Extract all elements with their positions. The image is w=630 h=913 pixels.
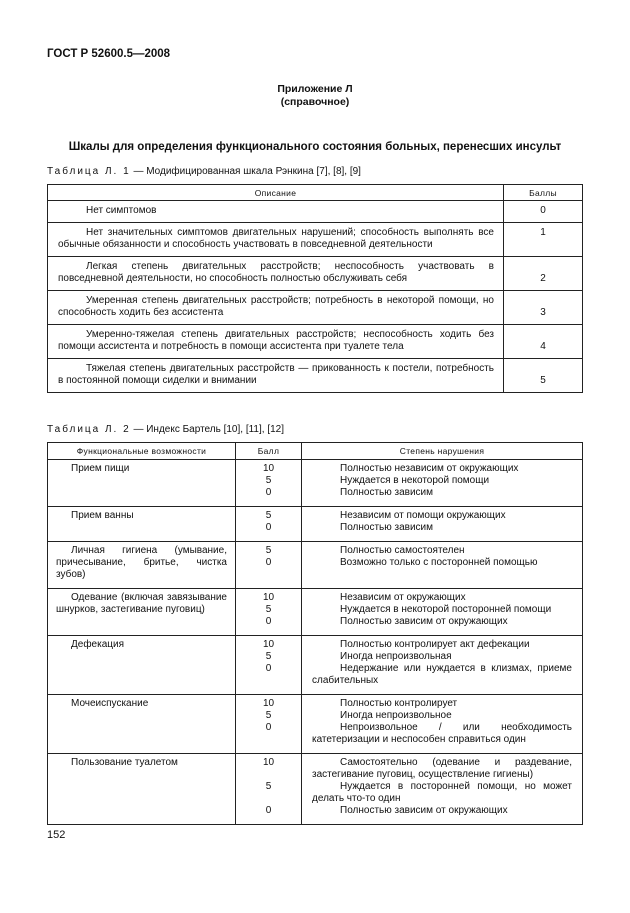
table-row [48, 201, 583, 223]
table-row [48, 359, 583, 393]
column-header-description: Описание [48, 185, 504, 201]
score-cell: 10 5 0 [236, 636, 302, 695]
row-score: 1 [504, 223, 583, 257]
document-standard-header: ГОСТ Р 52600.5—2008 [47, 48, 171, 60]
row-score: 0 [504, 201, 583, 223]
appendix-title: Приложение Л [277, 83, 353, 95]
function-cell: Одевание (включая завязывание шнурков, застегивание пуговиц) [48, 589, 236, 636]
impairment-cell: Независим от окружающих Нуждается в некоторой посторонней помощи Полностью зависим от окружающих [302, 589, 583, 636]
function-cell: Пользование туалетом [48, 754, 236, 825]
table-header-row [48, 185, 583, 201]
row-description: Легкая степень двигательных расстройств; неспособность участвовать в повседневной деятельности, но способность полностью обслуживать себя [48, 257, 504, 291]
impairment-cell: Самостоятельно (одевание и раздевание, застегивание пуговиц, осуществление гигиены) Нуждается в посторонней помощи, но может делать что-то один Полностью зависим от окружающих [302, 754, 583, 825]
column-header-score: Балл [236, 443, 302, 460]
table1-caption-label: Таблица Л. 1 [47, 166, 131, 177]
row-score: 5 [504, 359, 583, 393]
column-header-impairment: Степень нарушения [302, 443, 583, 460]
appendix-type: (справочное) [280, 96, 350, 108]
table-row [48, 695, 583, 754]
rankin-scale-table [47, 184, 583, 393]
table2-caption-text: — Индекс Бартель [10], [11], [12] [130, 424, 284, 435]
table1-caption [47, 166, 361, 177]
score-cell: 10 5 0 [236, 695, 302, 754]
table-row [48, 460, 583, 507]
table-row [48, 325, 583, 359]
table-row [48, 542, 583, 589]
function-cell: Мочеиспускание [48, 695, 236, 754]
function-cell: Дефекация [48, 636, 236, 695]
score-cell: 5 0 [236, 542, 302, 589]
column-header-function: Функциональные возможности [48, 443, 236, 460]
row-description: Тяжелая степень двигательных расстройств — прикованность к постели, потребность в постоянной помощи сиделки и внимании [48, 359, 504, 393]
table2-caption [47, 424, 284, 435]
table-row [48, 223, 583, 257]
table-row [48, 291, 583, 325]
function-cell: Прием ванны [48, 507, 236, 542]
table-row [48, 754, 583, 825]
table2-caption-label: Таблица Л. 2 [47, 424, 131, 435]
table-header-row [48, 443, 583, 460]
impairment-cell: Полностью контролирует акт дефекации Иногда непроизвольная Недержание или нуждается в клизмах, приеме слабительных [302, 636, 583, 695]
impairment-cell: Независим от помощи окружающих Полностью зависим [302, 507, 583, 542]
barthel-index-table [47, 442, 583, 825]
score-cell: 10 5 0 [236, 589, 302, 636]
table1-caption-text: — Модифицированная шкала Рэнкина [7], [8], [9] [130, 166, 361, 177]
score-cell: 5 0 [236, 507, 302, 542]
table-row [48, 636, 583, 695]
table-row [48, 589, 583, 636]
score-cell: 10 5 0 [236, 460, 302, 507]
page-number: 152 [47, 829, 66, 841]
page-title: Шкалы для определения функционального состояния больных, перенесших инсульт [68, 141, 562, 153]
row-description: Нет значительных симптомов двигательных нарушений; способность выполнять все обычные обязанности и способность участвовать в повседневной деятельности [48, 223, 504, 257]
row-score: 3 [504, 291, 583, 325]
impairment-cell: Полностью независим от окружающих Нуждается в некоторой помощи Полностью зависим [302, 460, 583, 507]
row-description: Умеренно-тяжелая степень двигательных расстройств; неспособность ходить без помощи ассистента и потребность в помощи ассистента при туалете тела [48, 325, 504, 359]
table-row [48, 257, 583, 291]
column-header-score: Баллы [504, 185, 583, 201]
row-description: Нет симптомов [48, 201, 504, 223]
impairment-cell: Полностью контролирует Иногда непроизвольное Непроизвольное / или необходимость катетеризации и неспособен справиться один [302, 695, 583, 754]
function-cell: Прием пищи [48, 460, 236, 507]
appendix-heading [0, 83, 630, 109]
row-score: 4 [504, 325, 583, 359]
function-cell: Личная гигиена (умывание, причесывание, бритье, чистка зубов) [48, 542, 236, 589]
row-description: Умеренная степень двигательных расстройств; потребность в некоторой помощи, но способность ходить без ассистента [48, 291, 504, 325]
table-row [48, 507, 583, 542]
impairment-cell: Полностью самостоятелен Возможно только с посторонней помощью [302, 542, 583, 589]
row-score: 2 [504, 257, 583, 291]
score-cell: 10 5 0 [236, 754, 302, 825]
